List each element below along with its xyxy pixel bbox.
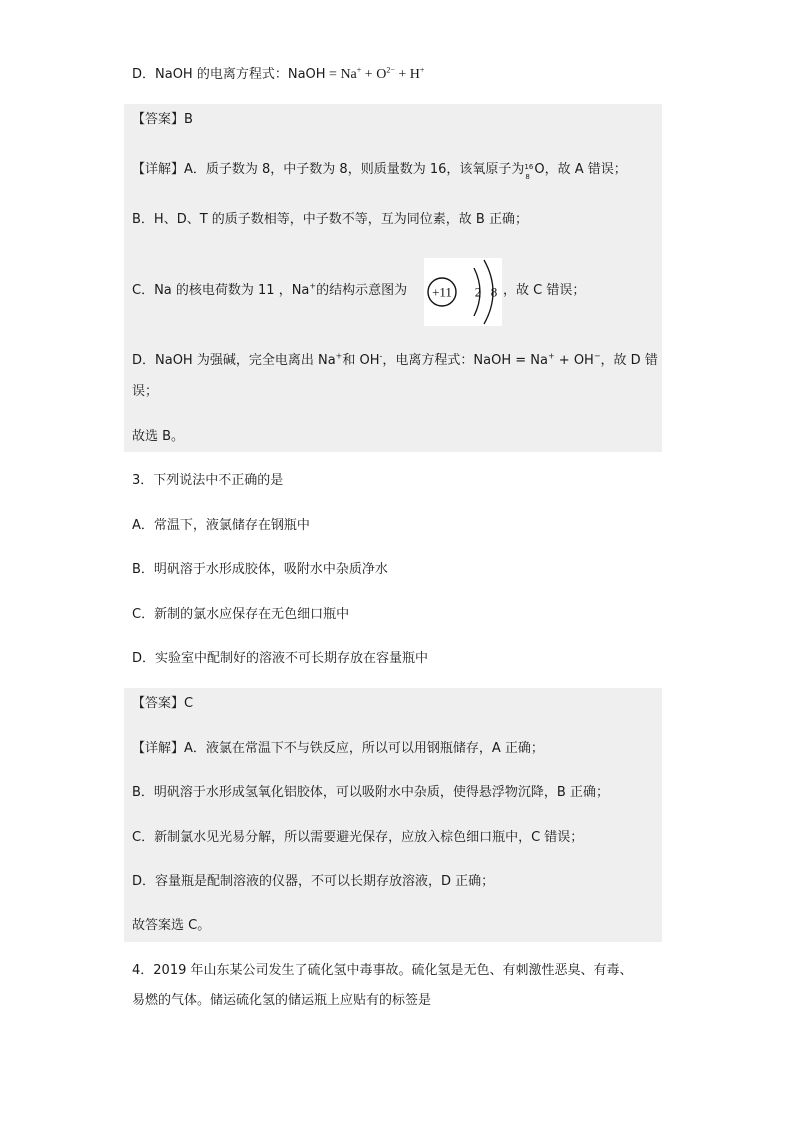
q3-conclusion: 故答案选 C。 — [132, 918, 211, 933]
q2-answer-block — [124, 104, 662, 452]
sodium-ion-structure-diagram — [424, 258, 502, 326]
q2-answer: 【答案】B — [132, 112, 193, 127]
shell-1-electrons: 2 — [474, 284, 482, 300]
q2-detail-c-post: ，故 C 错误； — [503, 283, 586, 298]
q3-detail-d: D．容量瓶是配制溶液的仪器，不可以长期存放溶液，D 正确； — [132, 874, 495, 889]
q3-option-c: C．新制的氯水应保存在无色细口瓶中 — [132, 607, 350, 622]
q3-option-a: A．常温下，液氯储存在钢瓶中 — [132, 518, 310, 533]
q2-detail-d-line2: 误； — [132, 384, 159, 399]
q2-detail-c: C．Na 的核电荷数为 11 ，Na+的结构示意图为 — [132, 281, 408, 298]
q2-conclusion: 故选 B。 — [132, 429, 185, 444]
oxygen-isotope-notation: 16 8 — [524, 162, 534, 181]
q2-detail-b: B．H、D、T 的质子数相等，中子数不等，互为同位素，故 B 正确； — [132, 212, 528, 227]
q2-detail-a: 【详解】A．质子数为 8，中子数为 8，则质量数为 16，该氧原子为 16 8 O，故 A 错误； — [132, 162, 627, 181]
q3-detail-a: 【详解】A．液氯在常温下不与铁反应，所以可以用钢瓶储存，A 正确； — [132, 741, 544, 756]
q2-detail-d-line1: D．NaOH 为强碱，完全电离出 Na+和 OH-，电离方程式：NaOH = Na+ + OH−，故 D 错 — [132, 351, 658, 368]
q2-option-d: D．NaOH 的电离方程式：NaOH = $Na^+ + O^{2-} + H^+$ — [132, 65, 425, 82]
q4-stem-line1: 4．2019 年山东某公司发生了硫化氢中毒事故。硫化氢是无色、有刺激性恶臭、有毒、 — [132, 963, 633, 978]
q3-stem: 3．下列说法中不正确的是 — [132, 473, 284, 488]
q4-stem-line2: 易燃的气体。储运硫化氢的储运瓶上应贴有的标签是 — [132, 993, 432, 1008]
shell-2-electrons: 8 — [490, 284, 498, 300]
q3-detail-b: B．明矾溶于水形成氢氧化铝胶体，可以吸附水中杂质，使得悬浮物沉降，B 正确； — [132, 785, 609, 800]
q3-option-b: B．明矾溶于水形成胶体，吸附水中杂质净水 — [132, 562, 388, 577]
q3-answer-block — [124, 688, 662, 942]
nucleus-charge: +11 — [432, 284, 452, 300]
q3-option-d: D．实验室中配制好的溶液不可长期存放在容量瓶中 — [132, 651, 429, 666]
q3-detail-c: C．新制氯水见光易分解，所以需要避光保存，应放入棕色细口瓶中，C 错误； — [132, 830, 584, 845]
q3-answer: 【答案】C — [132, 696, 194, 711]
